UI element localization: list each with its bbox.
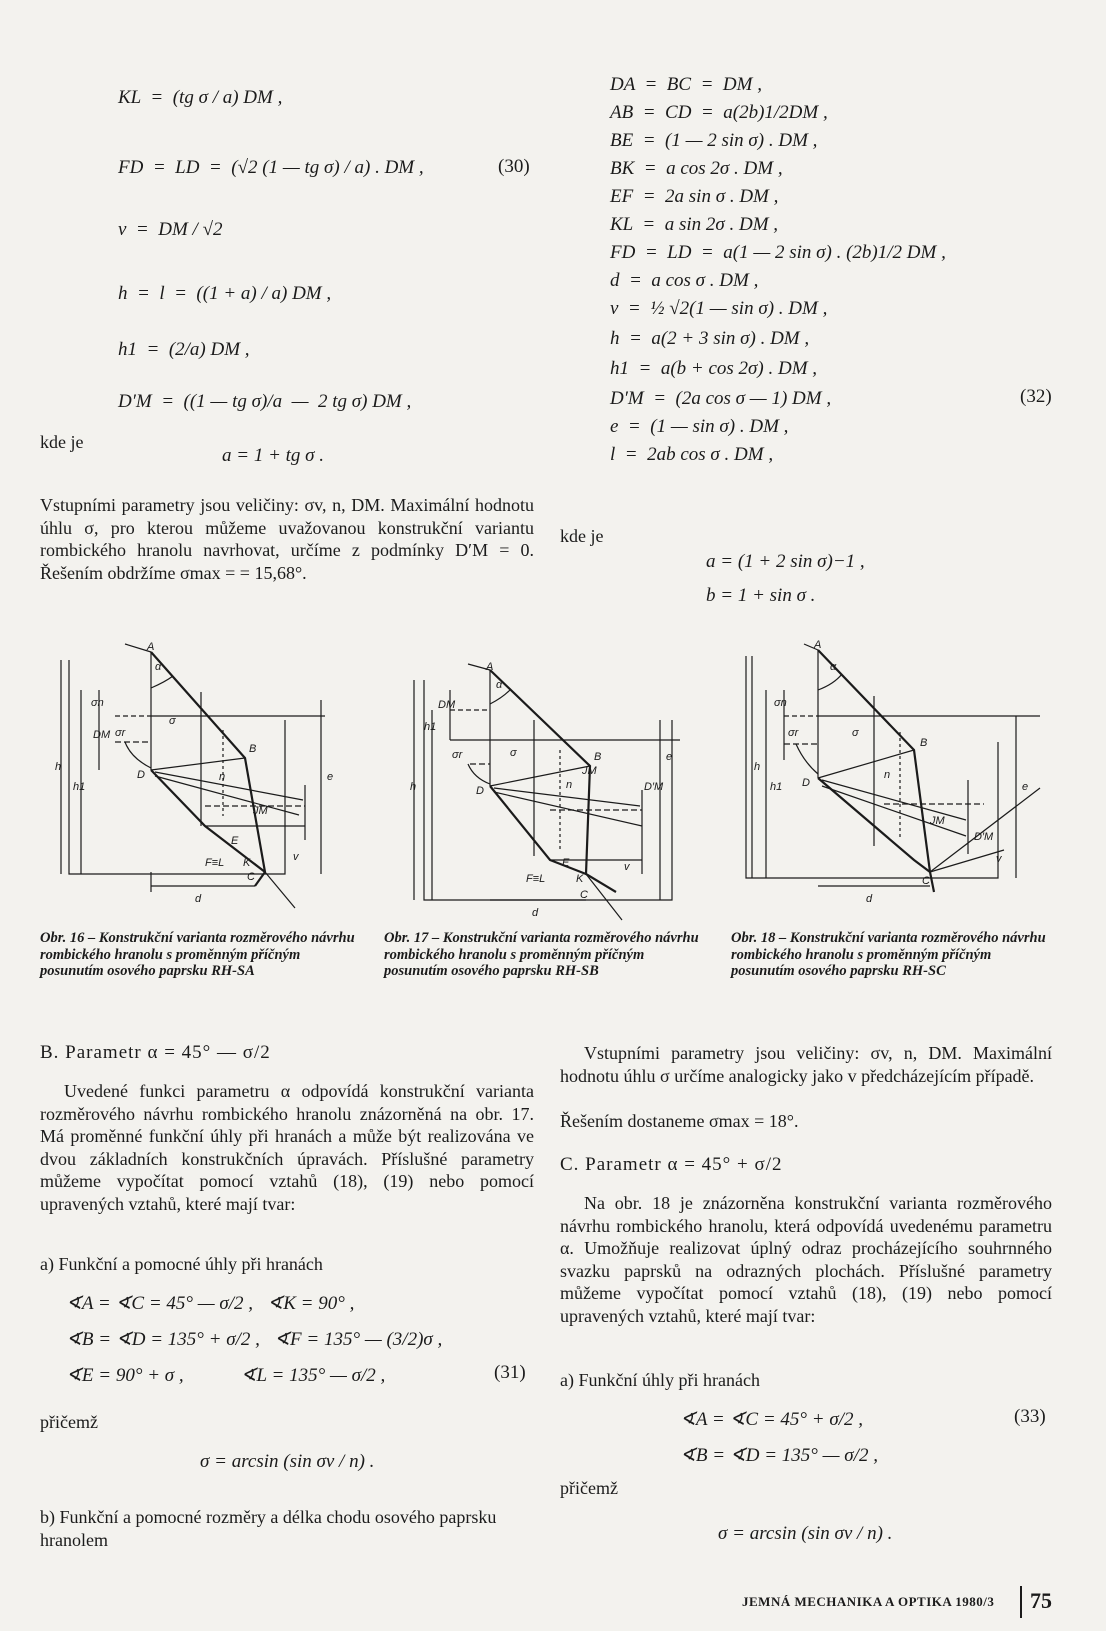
fig17-label-v: v — [624, 861, 630, 873]
section-b-sigma-equation: σ = arcsin (sin σv / n) . — [200, 1451, 375, 1472]
section-c-heading: C. Parametr α = 45° + σ/2 — [560, 1154, 783, 1175]
eq33-line-2: ∢B = ∢D = 135° — σ/2 , — [680, 1445, 878, 1466]
a-definition-left: a = 1 + tg σ . — [222, 445, 325, 466]
kde-je-left: kde je — [40, 432, 84, 452]
eq32-number: (32) — [1020, 386, 1052, 407]
eq31-line-3: ∢E = 90° + σ , ∢L = 135° — σ/2 , — [66, 1365, 386, 1386]
fig18-label-sigma: σ — [852, 727, 859, 739]
fig16-label-alpha: α — [155, 661, 162, 673]
section-c-paragraph: Na obr. 18 je znázorněna konstrukční varianta rozměrového návrhu rombického hranolu, která odpovídá uvedenému parametru α. Umožňuje realizovat úplný odraz procházejícího souhrnného svazku paprsků na odrazných plochách. Příslušné parametry můžeme vypočítat pomocí vztahů (18), (19) nebo pomocí upravených vztahů, které mají tvar: — [560, 1193, 1052, 1326]
section-c-pricemz: přičemž — [560, 1478, 618, 1498]
kde-je-right: kde je — [560, 526, 604, 546]
eq32-line-1: DA = BC = DM , — [610, 74, 762, 95]
equation-block-32 — [608, 70, 1068, 510]
b-definition-right: b = 1 + sin σ . — [706, 585, 816, 606]
fig18-label-D: D — [802, 777, 810, 789]
eq30-line-4: h = l = ((1 + a) / a) DM , — [118, 283, 332, 304]
fig18-label-C: C — [922, 875, 930, 887]
fig17-label-h1: h1 — [424, 721, 437, 733]
section-b-pricemz: přičemž — [40, 1412, 98, 1432]
figure-16-caption: Obr. 16 – Konstrukční varianta rozměrového návrhu rombického hranolu s proměnným příčným posunutím osového paprsku RH-SA — [40, 930, 355, 979]
eq31-line-1: ∢A = ∢C = 45° — σ/2 , ∢K = 90° , — [66, 1293, 355, 1314]
fig18-label-sigman: σn — [774, 697, 787, 709]
eq30-number: (30) — [498, 156, 530, 177]
fig17-label-alpha: α — [496, 679, 503, 691]
eq31-line-2: ∢B = ∢D = 135° + σ/2 , ∢F = 135° — (3/2)σ , — [66, 1329, 443, 1350]
figure-17-caption: Obr. 17 – Konstrukční varianta rozměrového návrhu rombického hranolu s proměnným příčným posunutím osového paprsku RH-SB — [384, 930, 699, 979]
right-paragraph-1: Vstupními parametry jsou veličiny: σv, n, DM. Maximální hodnotu úhlu σ určíme analogicky jako v předcházejícím případě. — [560, 1043, 1052, 1086]
eq32-line-9: v = ½ √2(1 — sin σ) . DM , — [610, 298, 828, 319]
figure-18-diagram — [744, 640, 1064, 905]
eq32-line-10: h = a(2 + 3 sin σ) . DM , — [610, 328, 810, 349]
fig17-label-n: n — [566, 779, 573, 791]
fig17-label-D: D — [476, 785, 484, 797]
eq32-line-7: FD = LD = a(1 — 2 sin σ) . (2b)1/2 DM , — [610, 242, 946, 263]
left-paragraph: Vstupními parametry jsou veličiny: σv, n, DM. Maximální hodnotu úhlu σ, pro kterou můžeme uvažovanou konstrukční variantu rombického hranolu navrhovat, určíme z podmínky D′M = 0. Řešením obdržíme σmax = = 15,68°. — [40, 495, 534, 583]
a-definition-right: a = (1 + 2 sin σ)−1 , — [706, 551, 865, 572]
eq30-line-2: FD = LD = (√2 (1 — tg σ) / a) . DM , — [118, 157, 424, 178]
eq31-number: (31) — [494, 1362, 526, 1383]
section-c-sigma-equation: σ = arcsin (sin σv / n) . — [718, 1523, 893, 1544]
eq32-line-13: e = (1 — sin σ) . DM , — [610, 416, 789, 437]
footer-divider — [1020, 1586, 1022, 1618]
figure-17-diagram — [410, 660, 700, 930]
fig17-label-sigmar: σr — [452, 749, 463, 761]
fig18-label-n: n — [884, 769, 891, 781]
fig16-label-K: K — [243, 857, 251, 869]
fig16-label-h1: h1 — [73, 781, 86, 793]
fig16-label-JM: JM — [253, 805, 268, 817]
fig17-label-FL: F≡L — [526, 873, 546, 885]
fig16-label-sigmar: σr — [115, 727, 126, 739]
fig16-label-C: C — [247, 871, 255, 883]
fig16-label-E: E — [231, 835, 239, 847]
eq32-line-14: l = 2ab cos σ . DM , — [610, 444, 774, 465]
fig16-label-v: v — [293, 851, 299, 863]
eq32-line-8: d = a cos σ . DM , — [610, 270, 759, 291]
fig18-label-sigmar: σr — [788, 727, 799, 739]
fig17-label-e: e — [666, 751, 673, 763]
fig18-label-d: d — [866, 893, 873, 905]
section-c-sub-a: a) Funkční úhly při hranách — [560, 1370, 760, 1390]
figure-18-caption: Obr. 18 – Konstrukční varianta rozměrového návrhu rombického hranolu s proměnným příčným posunutím osového paprsku RH-SC — [731, 930, 1046, 979]
fig17-label-JM: JM — [582, 765, 597, 777]
fig16-label-D: D — [137, 769, 145, 781]
fig16-label-FL: F≡L — [205, 857, 225, 869]
fig16-label-A: A — [147, 641, 155, 653]
fig16-label-e: e — [327, 771, 334, 783]
fig17-label-A: A — [486, 661, 494, 673]
fig17-label-B: B — [594, 751, 602, 763]
fig17-label-K: K — [576, 873, 584, 885]
page-number: 75 — [1030, 1588, 1052, 1613]
eq30-line-3: v = DM / √2 — [118, 219, 223, 240]
eq30-line-1: KL = (tg σ / a) DM , — [118, 87, 283, 108]
eq33-line-1: ∢A = ∢C = 45° + σ/2 , — [680, 1409, 863, 1430]
fig17-label-sigma: σ — [510, 747, 517, 759]
eq32-line-2: AB = CD = a(2b)1/2DM , — [610, 102, 828, 123]
fig16-label-d: d — [195, 893, 202, 905]
fig17-label-d: d — [532, 907, 539, 919]
figure-16-diagram — [55, 640, 355, 925]
fig18-label-JM: JM — [930, 815, 945, 827]
fig18-label-DMprime: D′M — [974, 831, 994, 843]
equation-block-30 — [110, 76, 530, 476]
section-b-sub-a: a) Funkční a pomocné úhly při hranách — [40, 1254, 323, 1274]
eq32-line-6: KL = a sin 2σ . DM , — [610, 214, 779, 235]
fig18-label-A: A — [814, 640, 822, 651]
fig18-label-v: v — [996, 853, 1002, 865]
fig18-label-alpha: α — [830, 661, 837, 673]
fig18-label-B: B — [920, 737, 928, 749]
eq32-line-4: BK = a cos 2σ . DM , — [610, 158, 783, 179]
fig18-label-e: e — [1022, 781, 1029, 793]
section-b-sub-b: b) Funkční a pomocné rozměry a délka chodu osového paprsku hranolem — [40, 1507, 497, 1550]
eq33-number: (33) — [1014, 1406, 1046, 1427]
journal-footer: JEMNÁ MECHANIKA A OPTIKA 1980/3 — [742, 1594, 995, 1609]
eq32-line-5: EF = 2a sin σ . DM , — [610, 186, 779, 207]
fig16-label-h: h — [55, 761, 62, 773]
fig17-label-C: C — [580, 889, 588, 901]
eq30-line-6: D′M = ((1 — tg σ)/a — 2 tg σ) DM , — [118, 391, 412, 412]
eq32-line-3: BE = (1 — 2 sin σ) . DM , — [610, 130, 818, 151]
fig16-label-DM: DM — [93, 729, 111, 741]
eq32-line-11: h1 = a(b + cos 2σ) . DM , — [610, 358, 818, 379]
fig16-label-sigma: σ — [169, 715, 176, 727]
right-paragraph-1b: Řešením dostaneme σmax = 18°. — [560, 1111, 799, 1131]
fig16-label-sigman: σn — [91, 697, 104, 709]
fig17-label-h: h — [410, 781, 417, 793]
fig17-label-E: E — [562, 857, 570, 869]
fig17-label-DMprime: D′M — [644, 781, 664, 793]
fig17-label-DM: DM — [438, 699, 456, 711]
fig18-label-h1: h1 — [770, 781, 783, 793]
fig18-label-h: h — [754, 761, 761, 773]
eq30-line-5: h1 = (2/a) DM , — [118, 339, 250, 360]
section-b-heading: B. Parametr α = 45° — σ/2 — [40, 1042, 271, 1063]
fig16-label-B: B — [249, 743, 257, 755]
fig16-label-n: n — [219, 771, 226, 783]
section-b-paragraph: Uvedené funkci parametru α odpovídá konstrukční varianta rozměrového návrhu rombického hranolu znázorněná na obr. 17. Má proměnné funkční úhly při hranách a může být realizována ve dvou základních konstrukčních úpravách. Příslušné parametry můžeme vypočítat pomocí vztahů (18), (19) nebo pomocí upravených vztahů, které mají tvar: — [40, 1081, 534, 1214]
eq32-line-12: D′M = (2a cos σ — 1) DM , — [610, 388, 832, 409]
